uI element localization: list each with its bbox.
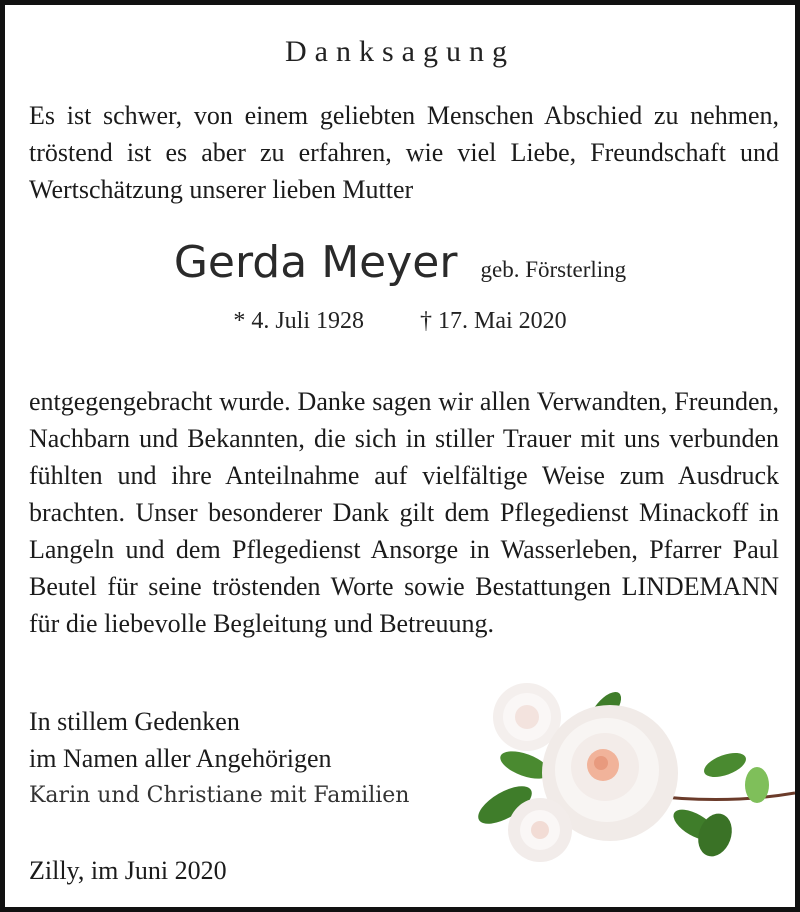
death-date: † 17. Mai 2020: [420, 308, 567, 334]
deceased-name-row: [5, 237, 795, 288]
place-date: Zilly, im Juni 2020: [29, 856, 227, 885]
notice-heading: Danksagung: [285, 35, 515, 68]
deceased-name: Gerda Meyer: [173, 237, 458, 288]
closing-block: [29, 703, 409, 814]
signers: Karin und Christiane mit Familien: [29, 783, 410, 808]
closing-line-2: im Namen aller Angehörigen: [29, 744, 332, 773]
thanks-paragraph: entgegengebracht wurde. Danke sagen wir allen Verwandten, Freunden, Nachbarn und Bekannten, die sich in stiller Trauer mit uns verbunden fühlten und ihre Anteilnahme auf vielfältige Weise zum Ausdruck brachten. Unser besonderer Dank gilt dem Pflegedienst Minackoff in Langeln und dem Pflegedienst Ansorge in Wasserleben, Pfarrer Paul Beutel für seine tröstenden Worte sowie Bestattungen LINDEMANN für die liebevolle Begleitung und Betreuung.: [29, 387, 779, 638]
intro-paragraph: Es ist schwer, von einem geliebten Menschen Abschied zu nehmen, tröstend ist es aber zu erfahren, wie viel Liebe, Freundschaft und Wertschätzung unserer lieben Mutter: [29, 101, 779, 204]
life-dates: [5, 308, 795, 335]
closing-line-1: In stillem Gedenken: [29, 707, 240, 736]
birth-name: geb. Försterling: [480, 257, 627, 282]
white-roses-icon: [465, 655, 800, 875]
birth-date: * 4. Juli 1928: [233, 308, 364, 334]
